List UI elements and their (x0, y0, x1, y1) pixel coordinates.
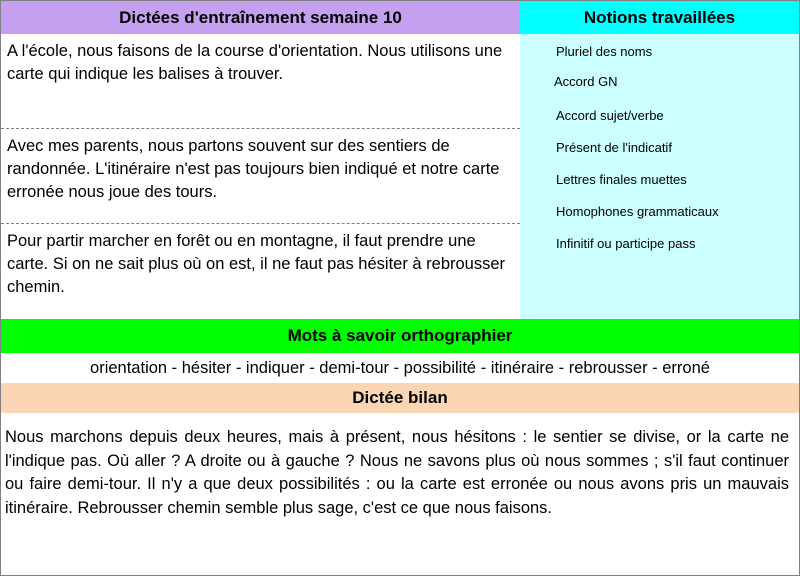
bilan-text: Nous marchons depuis deux heures, mais à présent, nous hésitons : le sentier se divise, or la carte ne l'indique pas. Où aller ? A droite ou à gauche ? Nous ne savons plus où nous sommes ; s'il faut continuer ou faire demi-tour. Il n'y a que deux possibilités : ou la carte est erronée ou nous avons pris un mauvais itinéraire. Rebrousser chemin semble plus sage, c'est ce que nous faisons. (5, 428, 789, 517)
mots-title: Mots à savoir orthographier (1, 319, 799, 353)
dictee-2: Avec mes parents, nous partons souvent sur des sentiers de randonnée. L'itinéraire n'est pas toujours bien indiqué et notre carte erronée nous joue des tours. (1, 129, 520, 224)
worksheet-title: Dictées d'entraînement semaine 10 (1, 1, 520, 34)
notion-item: Lettres finales muettes (556, 172, 687, 187)
notion-item: Présent de l'indicatif (556, 140, 672, 155)
notions-title: Notions travaillées (520, 1, 799, 34)
notion-item: Pluriel des noms (556, 44, 653, 59)
dictee-3: Pour partir marcher en forêt ou en montagne, il faut prendre une carte. Si on ne sait plus où on est, il ne faut pas hésiter à rebrousser chemin. (7, 232, 506, 296)
notion-item: Homophones grammaticaux (556, 204, 719, 219)
mots-list: orientation - hésiter - indiquer - demi-tour - possibilité - itinéraire - rebrousser - erroné (90, 359, 710, 377)
notion-item: Infinitif ou participe pass (556, 236, 696, 251)
bilan-title: Dictée bilan (1, 383, 799, 413)
notion-item: Accord GN (554, 74, 618, 89)
notions-panel (520, 34, 799, 319)
notion-item: Accord sujet/verbe (556, 108, 664, 123)
dictee-1: A l'école, nous faisons de la course d'orientation. Nous utilisons une carte qui indique les balises à trouver. (1, 34, 520, 129)
